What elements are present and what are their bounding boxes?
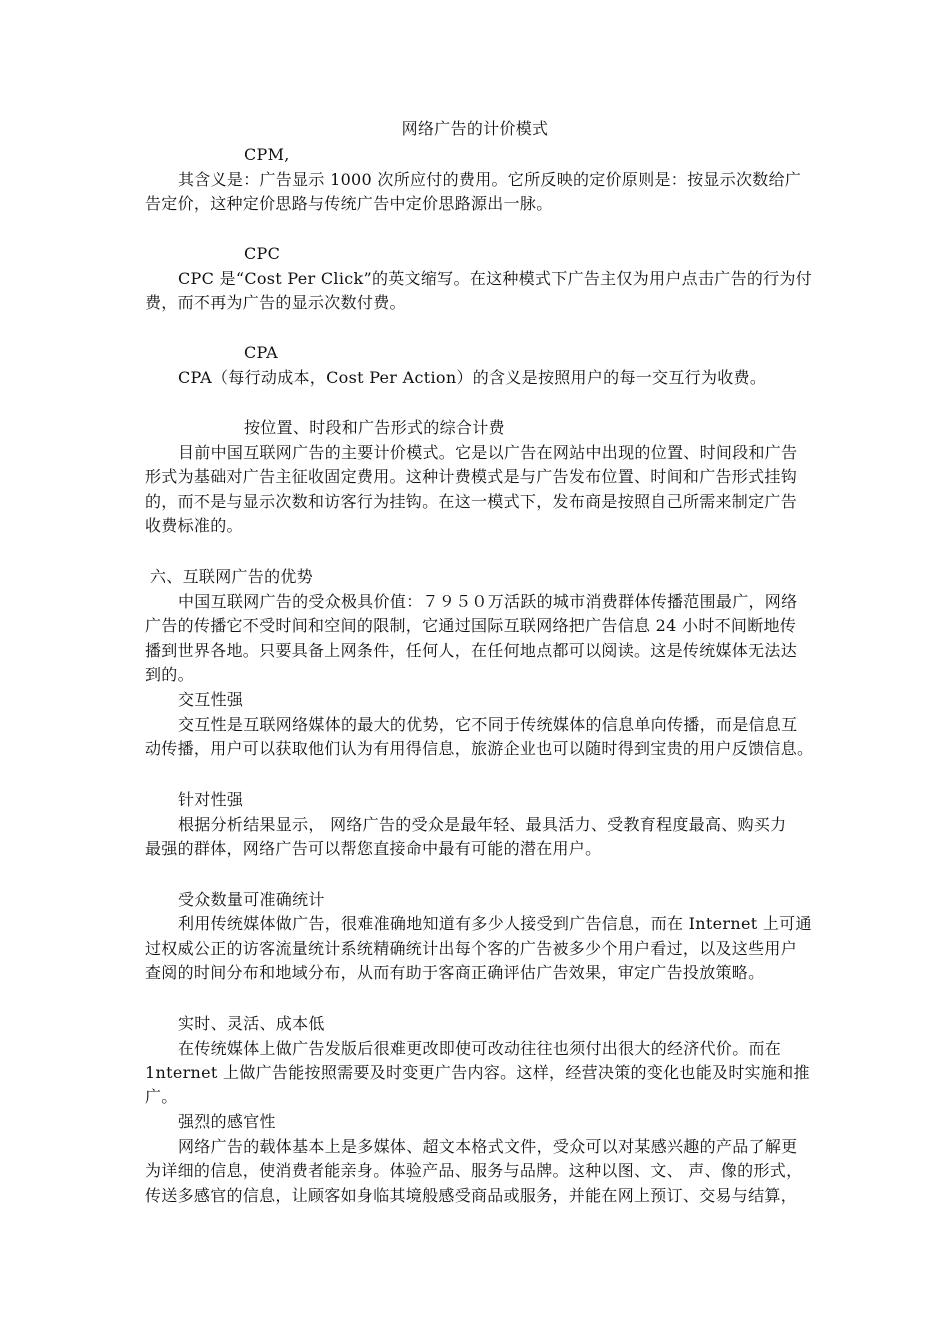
heading-cpa: CPA	[244, 343, 278, 362]
heading-mixed-pricing: 按位置、时段和广告形式的综合计费	[244, 418, 505, 437]
paragraph-line: 告定价，这种定价思路与传统广告中定价思路源出一脉。	[145, 194, 553, 213]
paragraph-line: 动传播，用户可以获取他们认为有用得信息，旅游企业也可以随时得到宝贵的用户反馈信息。	[145, 739, 814, 758]
paragraph-line: 为详细的信息，使消费者能亲身。体验产品、服务与品牌。这种以图、文、 声、像的形式，	[145, 1161, 803, 1180]
paragraph-line: 过权威公正的访客流量统计系统精确统计出每个客的广告被多少个用户看过，以及这些用户	[145, 939, 798, 958]
paragraph-line: 中国互联网广告的受众极具价值：７９５０万活跃的城市消费群体传播范围最广，网络	[178, 592, 798, 611]
paragraph-line: 网络广告的载体基本上是多媒体、超文本格式文件，受众可以对某感兴趣的产品了解更	[178, 1137, 798, 1156]
paragraph-line: 在传统媒体上做广告发版后很难更改即使可改动往往也须付出很大的经济代价。而在	[178, 1039, 782, 1058]
paragraph-line: 查阅的时间分布和地域分布，从而有助于客商正确评估广告效果，审定广告投放策略。	[145, 963, 765, 982]
paragraph-line: 收费标准的。	[145, 516, 243, 535]
paragraph-line: 目前中国互联网广告的主要计价模式。它是以广告在网站中出现的位置、时间段和广告	[178, 443, 798, 462]
heading-measurable: 受众数量可准确统计	[178, 890, 325, 909]
section-heading: 六、互联网广告的优势	[150, 567, 314, 586]
paragraph-line: 交互性是互联网络媒体的最大的优势，它不同于传统媒体的信息单向传播，而是信息互	[178, 715, 798, 734]
paragraph-line: 播到世界各地。只要具备上网条件，任何人，在任何地点都可以阅读。这是传统媒体无法达	[145, 641, 798, 660]
paragraph-line: CPC 是“Cost Per Click”的英文缩写。在这种模式下广告主仅为用户点击广告的行为付	[178, 269, 813, 288]
paragraph-line: 广告的传播它不受时间和空间的限制，它通过国际互联网络把广告信息 24 小时不间断地传	[145, 616, 797, 635]
heading-sensory: 强烈的感官性	[178, 1112, 276, 1131]
paragraph-line: 利用传统媒体做广告，很难准确地知道有多少人接受到广告信息，而在 Internet 上可通	[178, 914, 812, 933]
heading-interactive: 交互性强	[178, 690, 244, 709]
paragraph-line: 根据分析结果显示， 网络广告的受众是最年轻、最具活力、受教育程度最高、购买力	[178, 815, 787, 834]
paragraph-line: 费，而不再为广告的显示次数付费。	[145, 293, 406, 312]
heading-cpc: CPC	[244, 244, 281, 263]
paragraph-line: CPA（每行动成本，Cost Per Action）的含义是按照用户的每一交互行为收费。	[178, 368, 767, 387]
paragraph-line: 形式为基础对广告主征收固定费用。这种计费模式是与广告发布位置、时间和广告形式挂钩	[145, 467, 798, 486]
paragraph-line: 1nternet 上做广告能按照需要及时变更广告内容。这样，经营决策的变化也能及时实施和推	[145, 1063, 810, 1082]
paragraph-line: 广。	[145, 1087, 178, 1106]
heading-realtime: 实时、灵活、成本低	[178, 1014, 325, 1033]
paragraph-line: 到的。	[145, 665, 194, 684]
paragraph-line: 的，而不是与显示次数和访客行为挂钩。在这一模式下，发布商是按照自己所需来制定广告	[145, 492, 798, 511]
heading-cpm: CPM,	[244, 145, 290, 164]
heading-targeted: 针对性强	[178, 790, 244, 809]
paragraph-line: 最强的群体，网络广告可以帮您直接命中最有可能的潜在用户。	[145, 839, 602, 858]
document-title: 网络广告的计价模式	[401, 119, 549, 138]
paragraph-line: 传送多感官的信息，让顾客如身临其境般感受商品或服务，并能在网上预订、交易与结算，	[145, 1186, 798, 1205]
paragraph-line: 其含义是：广告显示 1000 次所应付的费用。它所反映的定价原则是：按显示次数给广	[178, 170, 802, 189]
